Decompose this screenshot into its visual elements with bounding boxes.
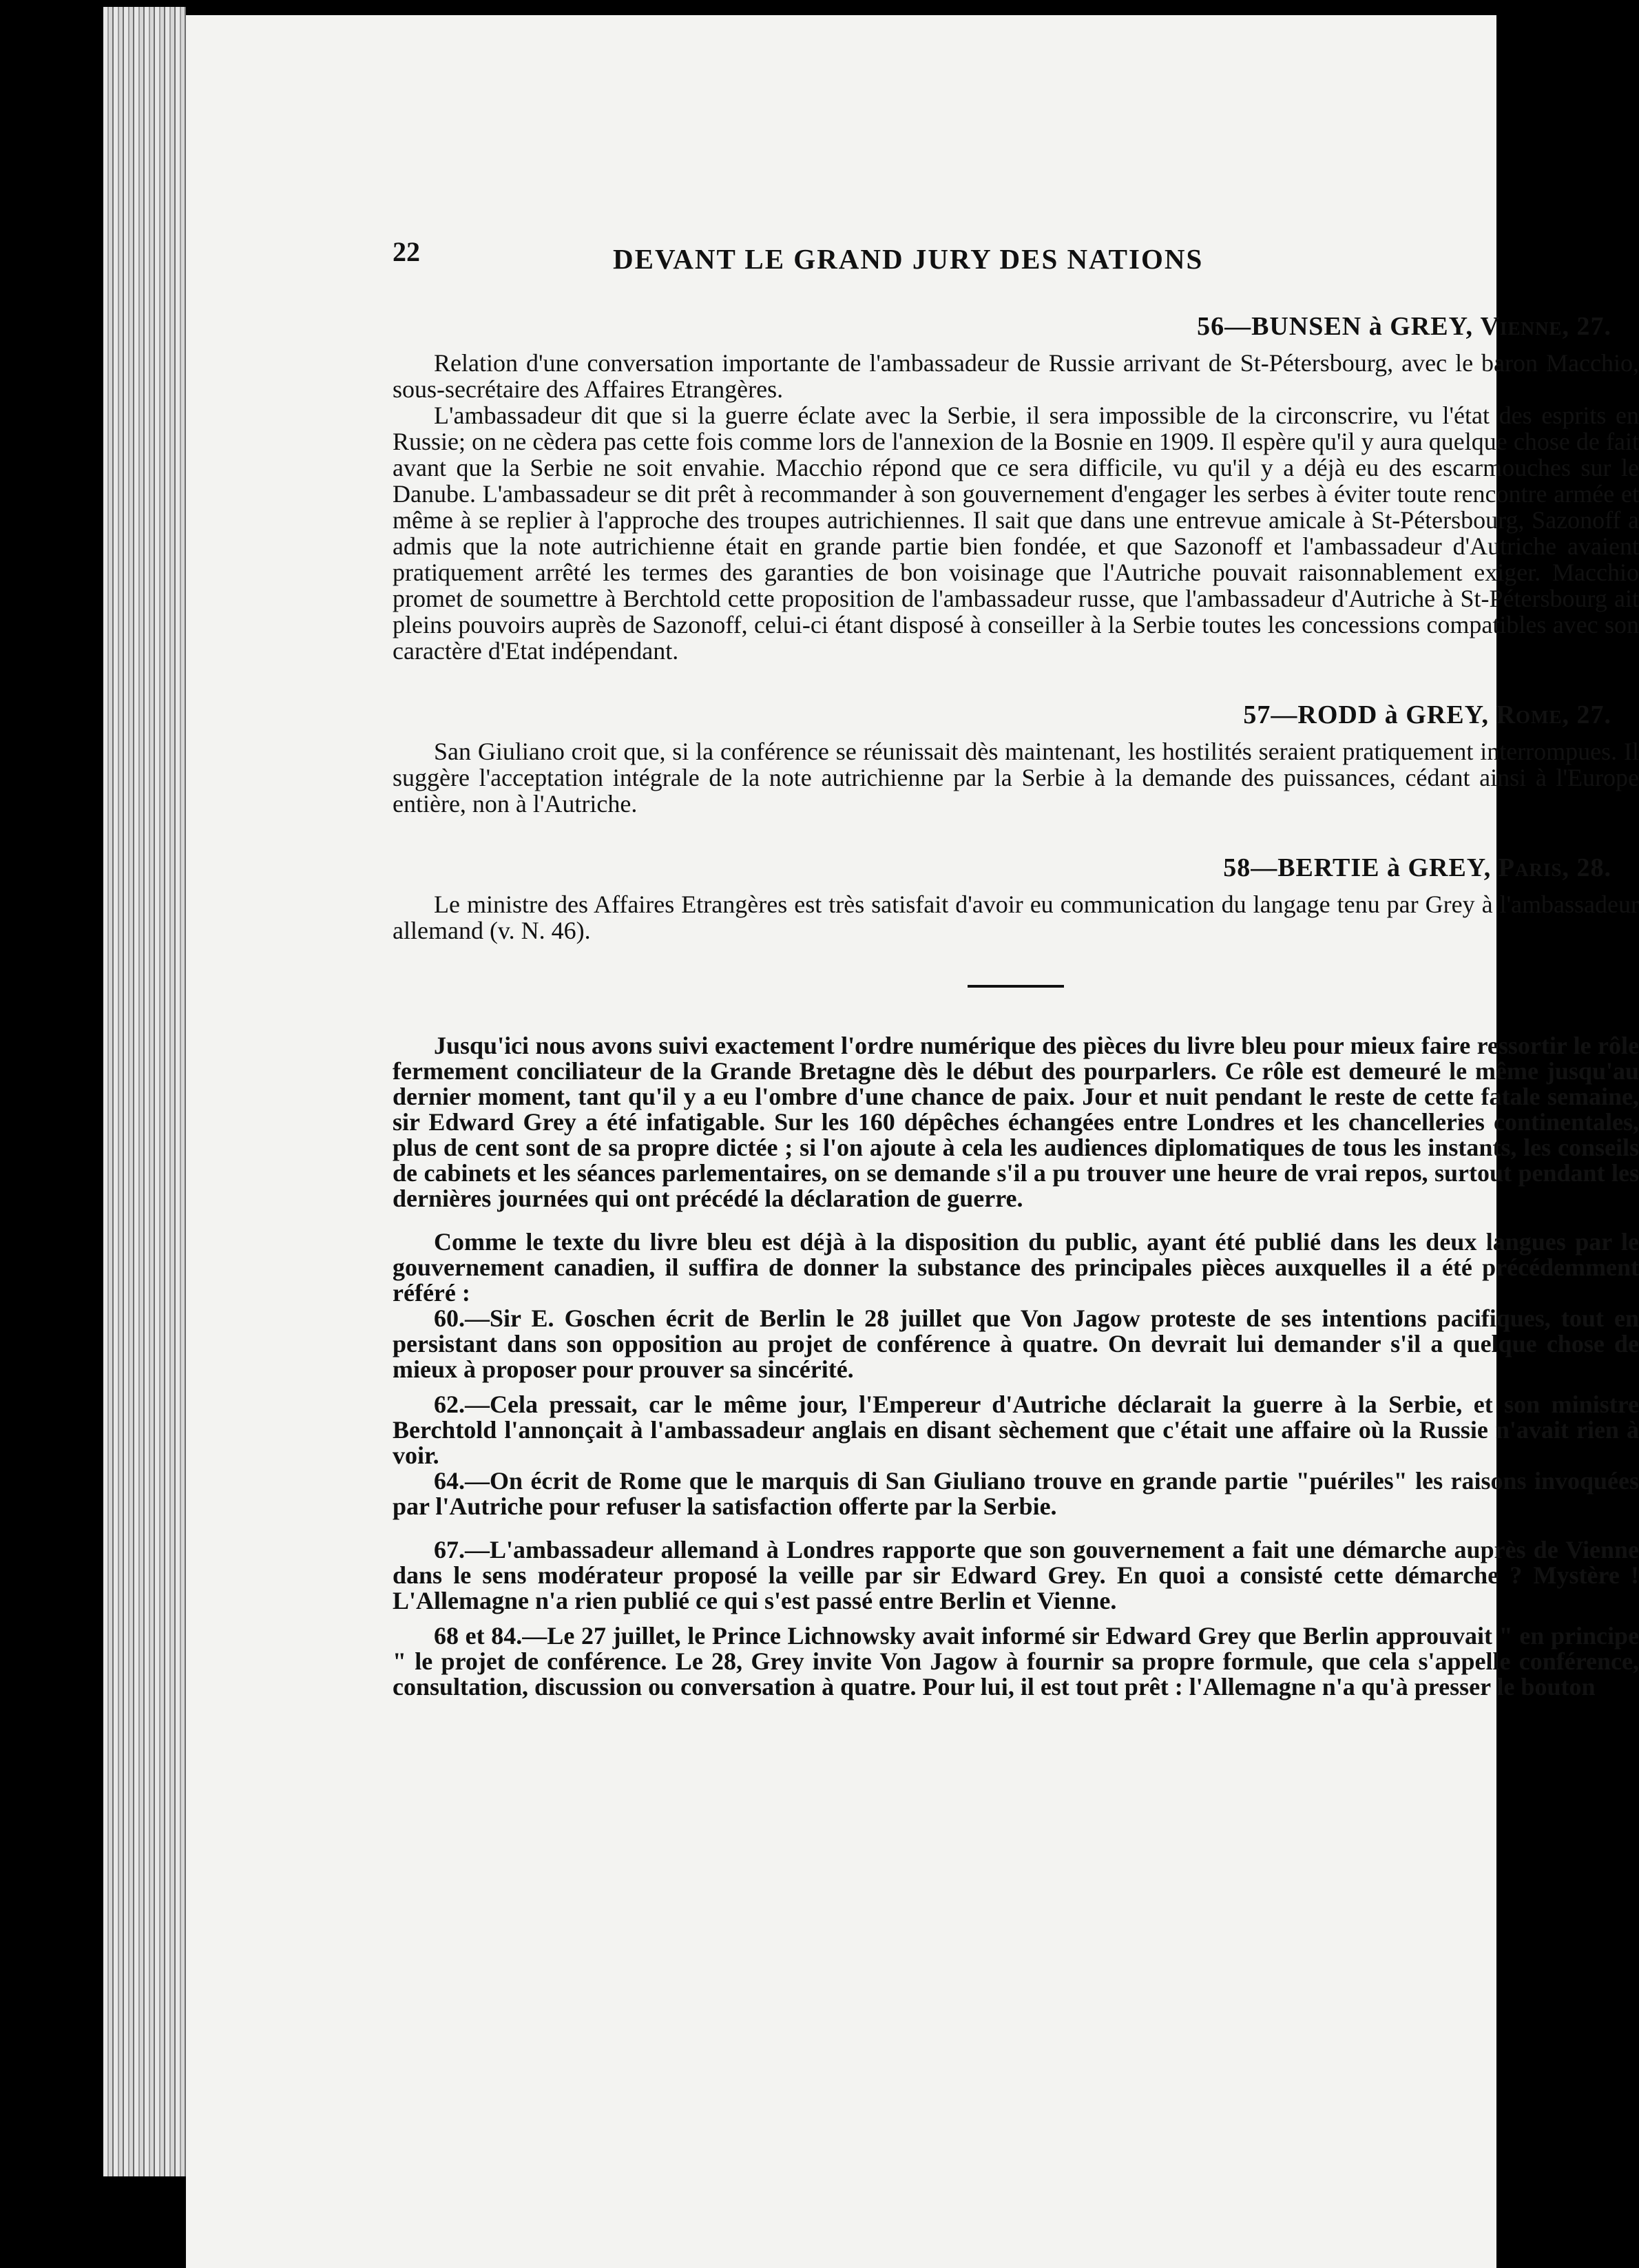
entry-heading-sender: 57—RODD à GREY, [1243, 700, 1490, 729]
entry-58 [393, 853, 1639, 944]
entry-paragraph: Relation d'une conversation importante de l'ambassadeur de Russie arrivant de St-Pétersbourg, avec le baron Macchio, sous-secrétaire des Affaires Etrangères. [393, 349, 1639, 403]
entry-57 [393, 700, 1639, 817]
page-content [393, 222, 1639, 1700]
commentary-item-67: 67.—L'ambassadeur allemand à Londres rapporte que son gouvernement a fait une démarche auprès de Vienne dans le sens modérateur proposé la veille par sir Edward Grey. En quoi a consisté cette démarche ? Mystère ! L'Allemagne n'a rien publié ce qui s'est passé entre Berlin et Vienne. [393, 1536, 1639, 1614]
commentary-paragraph: Comme le texte du livre bleu est déjà à la disposition du public, ayant été publié dans les deux langues par le gouvernement canadien, il suffira de donner la substance des principales pièces auxquelles il a été précédemment référé : [393, 1228, 1639, 1307]
entry-heading [393, 853, 1611, 883]
page-number: 22 [393, 236, 420, 267]
entry-heading-day: 27. [1576, 700, 1611, 729]
running-title: DEVANT LE GRAND JURY DES NATIONS [613, 243, 1204, 275]
book-page [186, 15, 1639, 2268]
entry-56 [393, 311, 1639, 664]
commentary-item-64: 64.—On écrit de Rome que le marquis di San Giuliano trouve en grande partie "puériles" les raisons invoquées par l'Autriche pour refuser la satisfaction offerte par la Serbie. [393, 1467, 1639, 1520]
commentary-item-60: 60.—Sir E. Goschen écrit de Berlin le 28 juillet que Von Jagow proteste de ses intentions pacifiques, tout en persistant dans son opposition au projet de conférence à quatre. On devrait lui demander s'il a quelque chose de mieux à proposer pour prouver sa sincérité. [393, 1304, 1639, 1383]
commentary-paragraph: Jusqu'ici nous avons suivi exactement l'ordre numérique des pièces du livre bleu pour mieux faire ressortir le rôle fermement conciliateur de la Grande Bretagne dès le début des pourparlers. Ce rôle est demeuré le même jusqu'au dernier moment, tant qu'il y a eu l'ombre d'une chance de paix. Jour et nuit pendant le reste de cette fatale semaine, sir Edward Grey a été infatigable. Sur les 160 dépêches échangées entre Londres et les chancelleries continentales, plus de cent sont de sa propre dictée ; si l'on ajoute à cela les audiences diplomatiques de tous les instants, les conseils de cabinets et les séances parlementaires, on se demande s'il a pu trouver une heure de vrai repos, surtout pendant les dernières journées qui ont précédé la déclaration de guerre. [393, 1032, 1639, 1212]
entry-heading-place: Rome, [1496, 700, 1569, 729]
entry-heading-place: Vienne, [1480, 312, 1569, 341]
commentary-item-62: 62.—Cela pressait, car le même jour, l'Empereur d'Autriche déclarait la guerre à la Serbie, et son ministre Berchtold l'annonçait à l'ambassadeur anglais en disant sèchement que c'était une affaire où la Russie n'avait rien à voir. [393, 1391, 1639, 1469]
entry-heading-sender: 58—BERTIE à GREY, [1223, 853, 1492, 882]
book-page-edges [103, 7, 186, 2176]
commentary-item-68-84: 68 et 84.—Le 27 juillet, le Prince Lichnowsky avait informé sir Edward Grey que Berlin approuvait " en principe " le projet de conférence. Le 28, Grey invite Von Jagow à fournir sa propre formule, que cela s'appelle conférence, consultation, discussion ou conversation à quatre. Pour lui, il est tout prêt : l'Allemagne n'a qu'à presser le bouton [393, 1622, 1639, 1700]
entry-heading [393, 311, 1611, 342]
section-divider [968, 985, 1064, 988]
entry-heading-day: 28. [1576, 853, 1611, 882]
entry-paragraph: L'ambassadeur dit que si la guerre éclate avec la Serbie, il sera impossible de la circonscrire, vu l'état des esprits en Russie; on ne cèdera pas cette fois comme lors de l'annexion de la Bosnie en 1909. Il espère qu'il y aura quelque chose de fait avant que la Serbie ne soit envahie. Macchio répond que ce sera difficile, vu qu'il y a déjà eu des escarmouches sur le Danube. L'ambassadeur se dit prêt à recommander à son gouvernement d'engager les serbes à éviter toute rencontre armée et même à se replier à l'approche des troupes autrichiennes. Il sait que dans une entrevue amicale à St-Pétersbourg, Sazonoff a admis que la note autrichienne était en grande partie bien fondée, et que Sazonoff et l'ambassadeur d'Autriche avaient pratiquement arrêté les termes des garanties de bon voisinage que l'Autriche pouvait raisonnablement exiger. Macchio promet de soumettre à Berchtold cette proposition de l'ambassadeur russe, que l'ambassadeur d'Autriche à St-Pétersbourg ait pleins pouvoirs auprès de Sazonoff, celui-ci étant disposé à conseiller à la Serbie toutes les concessions compatibles avec son caractère d'Etat indépendant. [393, 402, 1639, 665]
entry-heading-place: Paris, [1498, 853, 1569, 882]
entry-paragraph: Le ministre des Affaires Etrangères est très satisfait d'avoir eu communication du langage tenu par Grey à l'ambassadeur allemand (v. N. 46). [393, 891, 1639, 944]
entry-heading [393, 700, 1611, 730]
entry-paragraph: San Giuliano croit que, si la conférence se réunissait dès maintenant, les hostilités seraient pratiquement interrompues. Il suggère l'acceptation intégrale de la note autrichienne par la Serbie à la demande des puissances, cédant ainsi à l'Europe entière, non à l'Autriche. [393, 738, 1639, 818]
commentary-section [393, 1033, 1639, 1700]
running-head [393, 222, 1639, 284]
entry-heading-day: 27. [1576, 312, 1611, 341]
entry-heading-sender: 56—BUNSEN à GREY, [1197, 312, 1474, 341]
